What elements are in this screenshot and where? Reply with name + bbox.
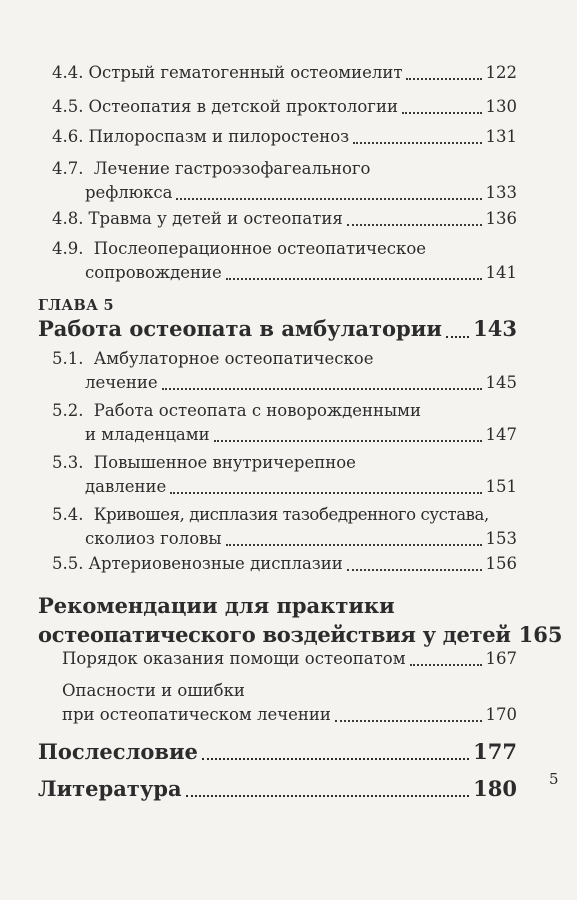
entry-title-line1: Повышенное внутричерепное — [93, 453, 356, 472]
leader-dots — [410, 664, 482, 666]
entry-number: 4.7. — [52, 159, 84, 178]
leader-dots — [170, 492, 481, 494]
entry-page: 145 — [485, 373, 517, 392]
entry-page: 141 — [485, 263, 517, 282]
entry-title: Порядок оказания помощи остеопатом — [62, 649, 406, 668]
leader-dots — [162, 388, 482, 390]
page-number: 5 — [549, 770, 559, 788]
entry-page: 156 — [485, 554, 517, 573]
literature-entry[interactable] — [38, 774, 517, 803]
toc-entry[interactable] — [62, 679, 517, 727]
entry-number: 5.4. — [52, 505, 84, 524]
leader-dots — [335, 720, 482, 722]
entry-number: 5.3. — [52, 453, 84, 472]
entry-number: 5.1. — [52, 349, 84, 368]
leader-dots — [186, 795, 470, 797]
entry-title-line2: рефлюкса — [85, 183, 173, 202]
leader-dots — [214, 440, 482, 442]
entry-title-line1: Послеоперационное остеопатическое — [93, 239, 427, 258]
leader-dots — [202, 758, 469, 760]
toc-entry[interactable] — [52, 95, 517, 119]
entry-title-line2: сколиоз головы — [85, 529, 222, 548]
entry-page: 130 — [485, 97, 517, 116]
entry-number: 4.4. — [52, 63, 84, 82]
toc-entry[interactable] — [62, 647, 517, 671]
afterword-title: Послесловие — [38, 739, 198, 764]
chapter-page: 143 — [473, 316, 517, 341]
leader-dots — [402, 112, 482, 114]
afterword-page: 177 — [473, 739, 517, 764]
entry-title-line2: давление — [85, 477, 167, 496]
entry-page: 122 — [485, 63, 517, 82]
entry-page: 170 — [485, 705, 517, 724]
entry-title-line2: сопровождение — [85, 263, 222, 282]
entry-title-line1: Амбулаторное остеопатическое — [93, 349, 374, 368]
leader-dots — [176, 198, 481, 200]
entry-page: 167 — [485, 649, 517, 668]
toc-entry[interactable] — [52, 451, 517, 499]
entry-page: 133 — [485, 183, 517, 202]
toc-entry[interactable] — [52, 207, 517, 231]
recommendations-title-line2: остеопатического воздействия у детей — [38, 622, 511, 647]
entry-title-line2: лечение — [85, 373, 158, 392]
toc-entry[interactable] — [52, 125, 517, 149]
entry-title: Остеопатия в детской проктологии — [88, 97, 398, 116]
leader-dots — [353, 142, 481, 144]
entry-title-line2: при остеопатическом лечении — [62, 705, 331, 724]
entry-title-line1: Кривошея, дисплазия тазобедренного сустава, — [93, 505, 489, 524]
recommendations-title-line1: Рекомендации для практики — [38, 593, 395, 618]
entry-title: Артериовенозные дисплазии — [88, 554, 343, 573]
entry-page: 131 — [485, 127, 517, 146]
recommendations-entry[interactable] — [38, 591, 563, 649]
toc-entry[interactable] — [52, 503, 517, 551]
chapter-title-entry[interactable] — [38, 314, 517, 344]
leader-dots — [226, 278, 482, 280]
leader-dots — [446, 336, 469, 338]
entry-title: Острый гематогенный остеомиелит — [88, 63, 403, 82]
toc-entry[interactable] — [52, 347, 517, 395]
entry-number: 4.5. — [52, 97, 84, 116]
leader-dots — [226, 544, 482, 546]
toc-entry[interactable] — [52, 61, 517, 85]
toc-entry[interactable] — [52, 157, 517, 205]
leader-dots — [347, 224, 482, 226]
entry-title-line1: Лечение гастроэзофагеального — [93, 159, 371, 178]
entry-number: 4.6. — [52, 127, 84, 146]
toc-entry[interactable] — [52, 399, 517, 447]
literature-page: 180 — [473, 776, 517, 801]
leader-dots — [347, 569, 482, 571]
entry-number: 5.2. — [52, 401, 84, 420]
entry-title: Пилороспазм и пилоростеноз — [88, 127, 350, 146]
entry-page: 153 — [485, 529, 517, 548]
toc-entry[interactable] — [52, 237, 517, 285]
leader-dots — [406, 78, 481, 80]
literature-title: Литература — [38, 776, 182, 801]
entry-title-line1: Опасности и ошибки — [62, 681, 245, 700]
entry-number: 4.9. — [52, 239, 84, 258]
entry-number: 4.8. — [52, 209, 84, 228]
entry-title-line2: и младенцами — [85, 425, 210, 444]
chapter-label: ГЛАВА 5 — [38, 297, 114, 314]
entry-number: 5.5. — [52, 554, 84, 573]
entry-title: Травма у детей и остеопатия — [88, 209, 343, 228]
entry-page: 136 — [485, 209, 517, 228]
chapter-title: Работа остеопата в амбулатории — [38, 316, 442, 341]
entry-title-line1: Работа остеопата с новорожденными — [93, 401, 422, 420]
entry-page: 151 — [485, 477, 517, 496]
afterword-entry[interactable] — [38, 737, 517, 766]
entry-page: 147 — [485, 425, 517, 444]
recommendations-page: 165 — [518, 622, 563, 647]
toc-entry[interactable] — [52, 552, 517, 576]
